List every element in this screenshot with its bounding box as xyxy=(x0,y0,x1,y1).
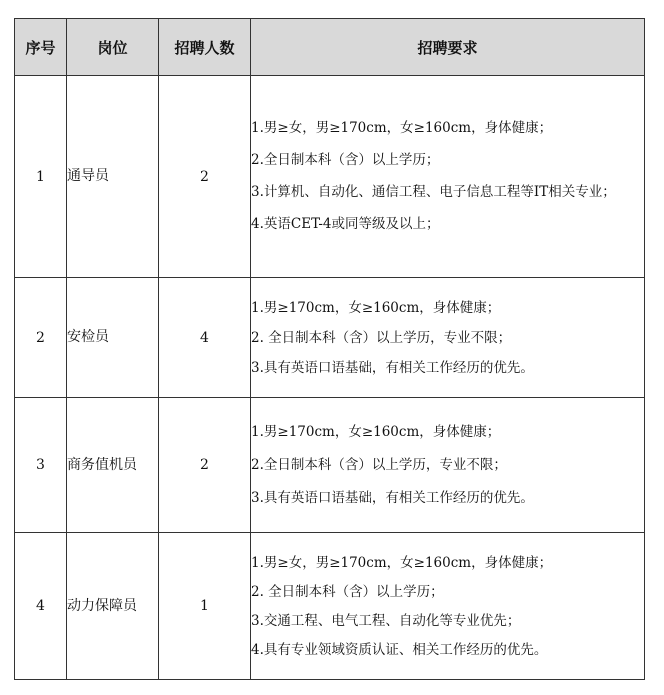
header-count: 招聘人数 xyxy=(159,19,251,76)
row-count: 2 xyxy=(159,398,251,533)
requirement-item: 1.男≥女，男≥170cm，女≥160cm，身体健康； xyxy=(251,119,553,136)
row-post: 商务值机员 xyxy=(67,398,159,533)
requirement-item: 4.具有专业领域资质认证、相关工作经历的优先。 xyxy=(251,641,548,658)
row-post: 安检员 xyxy=(67,278,159,398)
header-requirements: 招聘要求 xyxy=(251,19,645,76)
row-index: 1 xyxy=(15,76,67,278)
requirement-item: 1.男≥170cm，女≥160cm，身体健康； xyxy=(251,424,501,440)
table-row xyxy=(15,398,645,533)
requirement-item: 1.男≥女，男≥170cm，女≥160cm，身体健康； xyxy=(251,554,553,571)
row-index: 2 xyxy=(15,278,67,398)
requirement-item: 1.男≥170cm，女≥160cm，身体健康； xyxy=(251,299,501,316)
requirement-item: 3.具有英语口语基础，有相关工作经历的优先。 xyxy=(251,490,534,506)
table-row xyxy=(15,533,645,680)
requirement-item: 2. 全日制本科（含）以上学历，专业不限； xyxy=(251,329,512,346)
recruitment-table xyxy=(14,18,645,680)
requirement-item: 4.英语CET-4或同等级及以上； xyxy=(251,215,440,232)
header-index: 序号 xyxy=(15,19,67,76)
row-count: 2 xyxy=(159,76,251,278)
row-index: 3 xyxy=(15,398,67,533)
row-requirements xyxy=(251,76,645,278)
row-requirements xyxy=(251,533,645,680)
row-index: 4 xyxy=(15,533,67,680)
row-requirements xyxy=(251,398,645,533)
row-count: 4 xyxy=(159,278,251,398)
header-row xyxy=(15,19,645,76)
row-post: 通导员 xyxy=(67,76,159,278)
table-row xyxy=(15,278,645,398)
requirement-item: 2.全日制本科（含）以上学历； xyxy=(251,151,440,168)
row-requirements xyxy=(251,278,645,398)
requirement-item: 3.计算机、自动化、通信工程、电子信息工程等IT相关专业； xyxy=(251,183,616,200)
table-row xyxy=(15,76,645,278)
requirement-item: 3.具有英语口语基础，有相关工作经历的优先。 xyxy=(251,359,534,376)
requirement-item: 2.全日制本科（含）以上学历，专业不限； xyxy=(251,457,507,473)
header-post: 岗位 xyxy=(67,19,159,76)
requirement-item: 3.交通工程、电气工程、自动化等专业优先； xyxy=(251,612,521,629)
row-post: 动力保障员 xyxy=(67,533,159,680)
requirement-item: 2. 全日制本科（含）以上学历； xyxy=(251,583,444,600)
row-count: 1 xyxy=(159,533,251,680)
